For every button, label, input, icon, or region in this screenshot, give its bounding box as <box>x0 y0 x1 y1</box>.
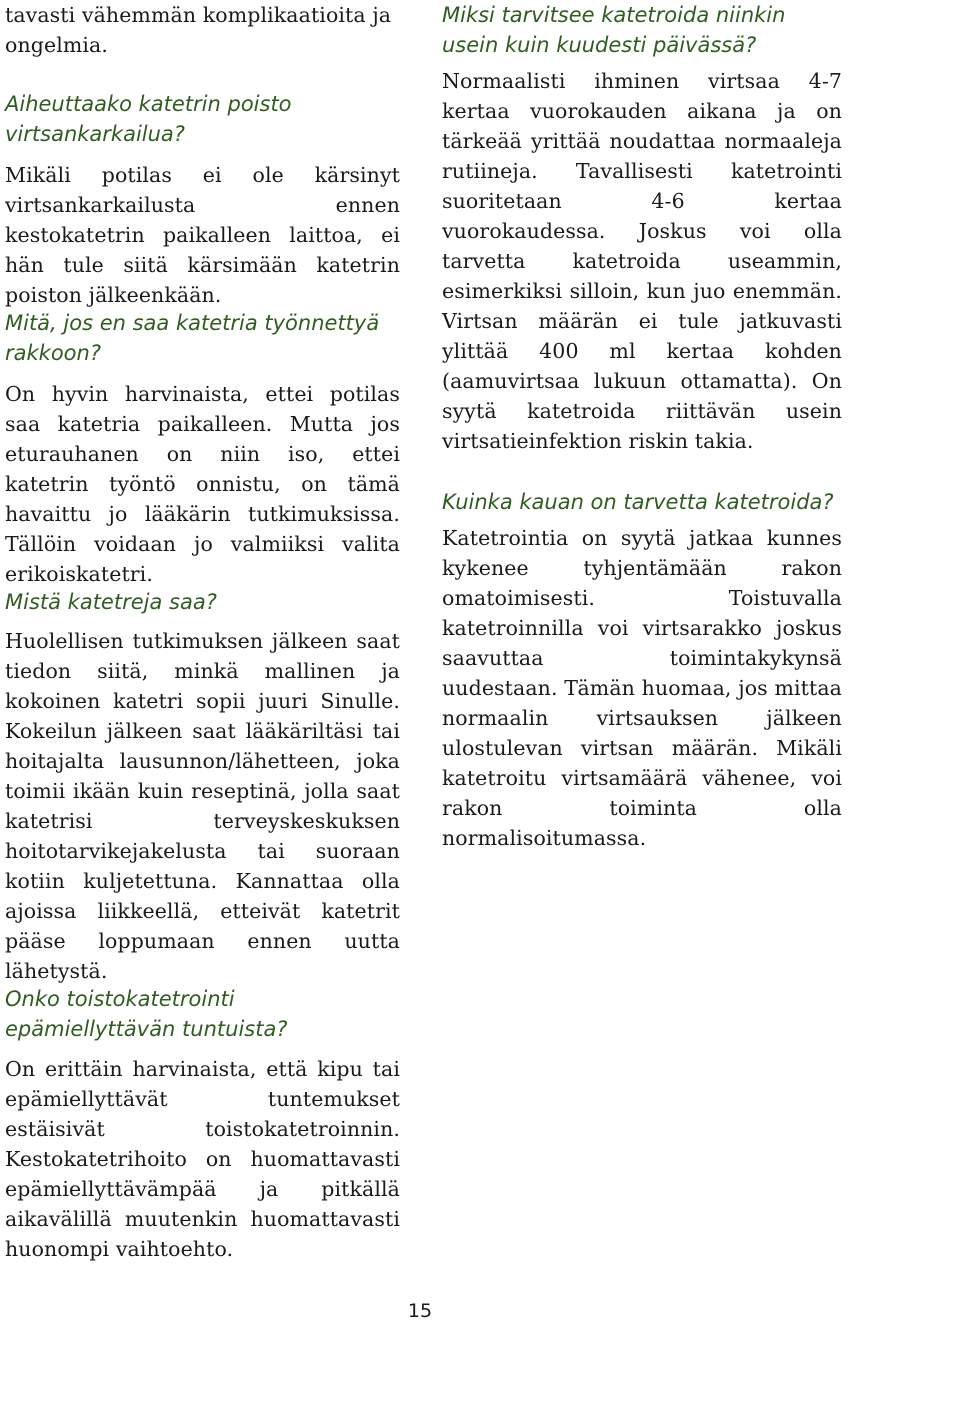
section-heading: Onko toistokatetrointi epämiellyttävän tuntuista? <box>5 987 288 1041</box>
section-body: Mikäli potilas ei ole kärsinyt virtsankarkailusta ennen kestokatetrin paikalleen laittoa, ei hän tule siitä kärsimään katetrin poiston jälkeenkään. <box>5 163 400 307</box>
section-body: On hyvin harvinaista, ettei potilas saa katetria paikalleen. Mutta jos eturauhanen on niin iso, ettei katetrin työntö onnistu, on tämä havaittu jo lääkärin tutkimuksissa. Tällöin voidaan jo valmiiksi valita erikoiskatetri. <box>5 382 400 586</box>
section-how-long <box>442 487 842 853</box>
section-heading: Mitä, jos en saa katetria työnnettyä rakkoon? <box>5 311 380 365</box>
section-body: Normaalisti ihminen virtsaa 4-7 kertaa vuorokauden aikana ja on tärkeää yrittää noudattaa normaaleja rutiineja. Tavallisesti katetrointi suoritetaan 4-6 kertaa vuorokaudessa. Joskus voi olla tarvetta katetroida useammin, esimerkiksi silloin, kun juo enemmän. Virtsan määrän ei tule jatkuvasti ylittää 400 ml kertaa kohden (aamuvirtsaa lukuun ottamatta). On syytä katetroida riittävän usein virtsatieinfektion riskin takia. <box>442 69 842 453</box>
section-heading: Miksi tarvitsee katetroida niinkin usein kuin kuudesti päivässä? <box>442 3 786 57</box>
section-body: Huolellisen tutkimuksen jälkeen saat tiedon siitä, minkä mallinen ja kokoinen katetri sopii juuri Sinulle. Kokeilun jälkeen saat lääkäriltäsi tai hoitajalta lausunnon/lähetteen, joka toimii ikään kuin reseptinä, jolla saat katetrisi terveyskeskuksen hoitotarvikejakelusta tai suoraan kotiin kuljetettuna. Kannattaa olla ajoissa liikkeellä, etteivät katetrit pääse loppumaan ennen uutta lähetystä. <box>5 629 400 983</box>
section-repeat-catheterization <box>5 984 400 1264</box>
section-how-often <box>442 0 842 456</box>
intro-tail-text: tavasti vähemmän komplikaatioita ja ongelmia. <box>5 3 392 57</box>
section-catheter-removal <box>5 89 400 310</box>
section-catheter-insertion <box>5 308 400 589</box>
section-body: Katetrointia on syytä jatkaa kunnes kykenee tyhjentämään rakon omatoimisesti. Toistuvalla katetroinnilla voi virtsarakko joskus saavuttaa toimintakykynsä uudestaan. Tämän huomaa, jos mittaa normaalin virtsauksen jälkeen ulostulevan virtsan määrän. Mikäli katetroitu virtsamäärä vähenee, voi rakon toiminta olla normalisoitumassa. <box>442 526 842 850</box>
section-body: On erittäin harvinaista, että kipu tai epämiellyttävät tuntemukset estäisivät toistokatetroinnin. Kestokatetrihoito on huomattavasti epämiellyttävämpää ja pitkällä aikavälillä muutenkin huomattavasti huonompi vaihtoehto. <box>5 1057 400 1261</box>
section-heading: Aiheuttaako katetrin poisto virtsankarkailua? <box>5 92 292 146</box>
section-heading: Mistä katetreja saa? <box>5 590 217 614</box>
page-number: 15 <box>407 1300 433 1322</box>
intro-tail-block <box>5 0 400 60</box>
section-where-to-get <box>5 587 400 986</box>
section-heading: Kuinka kauan on tarvetta katetroida? <box>442 490 834 514</box>
